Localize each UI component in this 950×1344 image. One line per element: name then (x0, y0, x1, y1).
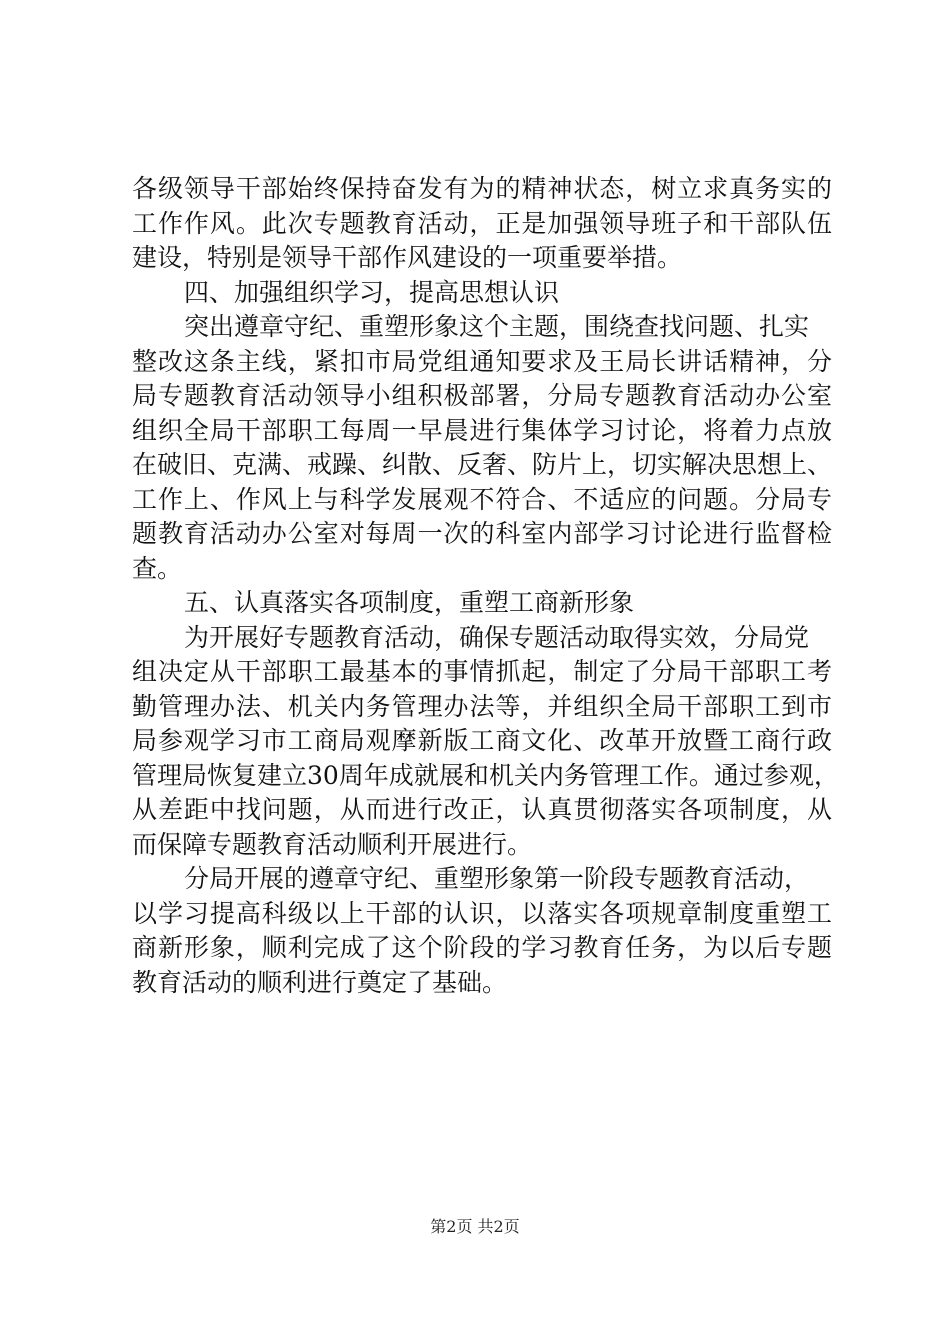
section-heading: 四、加强组织学习，提高思想认识 (184, 277, 560, 307)
page-number-footer: 第2页 共2页 (430, 1217, 520, 1236)
text-line: 以学习提高科级以上干部的认识，以落实各项规章制度重塑工 (132, 898, 832, 928)
text-line: 商新形象，顺利完成了这个阶段的学习教育任务，为以后专题 (132, 933, 832, 962)
text-line: 建设，特别是领导干部作风建设的一项重要举措。 (132, 243, 683, 272)
text-line: 突出遵章守纪、重塑形象这个主题，围绕查找问题、扎实 (184, 312, 810, 341)
text-line: 组决定从干部职工最基本的事情抓起，制定了分局干部职工考 (132, 657, 832, 686)
text-line: 分局开展的遵章守纪、重塑形象第一阶段专题教育活动， (184, 864, 810, 893)
text-line: 组织全局干部职工每周一早晨进行集体学习讨论，将着力点放 (132, 415, 832, 445)
text-line: 而保障专题教育活动顺利开展进行。 (132, 829, 533, 859)
text-line: 教育活动的顺利进行奠定了基础。 (132, 967, 508, 997)
text-line: 工作上、作风上与科学发展观不符合、不适应的问题。分局专 (132, 484, 832, 514)
text-line: 在破旧、克满、戒躁、纠散、反奢、防片上，切实解决思想上、 (132, 450, 833, 479)
section-heading: 五、认真落实各项制度，重塑工商新形象 (184, 588, 635, 617)
document-body (132, 172, 839, 1000)
text-line: 局参观学习市工商局观摩新版工商文化、改革开放暨工商行政 (132, 726, 832, 755)
text-line: 为开展好专题教育活动，确保专题活动取得实效，分局党 (184, 622, 810, 652)
text-line: 局专题教育活动领导小组积极部署，分局专题教育活动办公室 (132, 381, 832, 410)
text-line: 查。 (132, 553, 183, 583)
text-line: 从差距中找问题，从而进行改正，认真贯彻落实各项制度，从 (132, 795, 832, 824)
text-line: 题教育活动办公室对每周一次的科室内部学习讨论进行监督检 (132, 519, 832, 548)
text-line: 各级领导干部始终保持奋发有为的精神状态，树立求真务实的 (132, 174, 832, 203)
text-line: 工作作风。此次专题教育活动，正是加强领导班子和干部队伍 (132, 208, 832, 238)
text-line: 整改这条主线，紧扣市局党组通知要求及王局长讲话精神，分 (132, 346, 832, 376)
text-line: 勤管理办法、机关内务管理办法等，并组织全局干部职工到市 (132, 691, 832, 721)
text-line: 管理局恢复建立30周年成就展和机关内务管理工作。通过参观， (132, 760, 839, 790)
